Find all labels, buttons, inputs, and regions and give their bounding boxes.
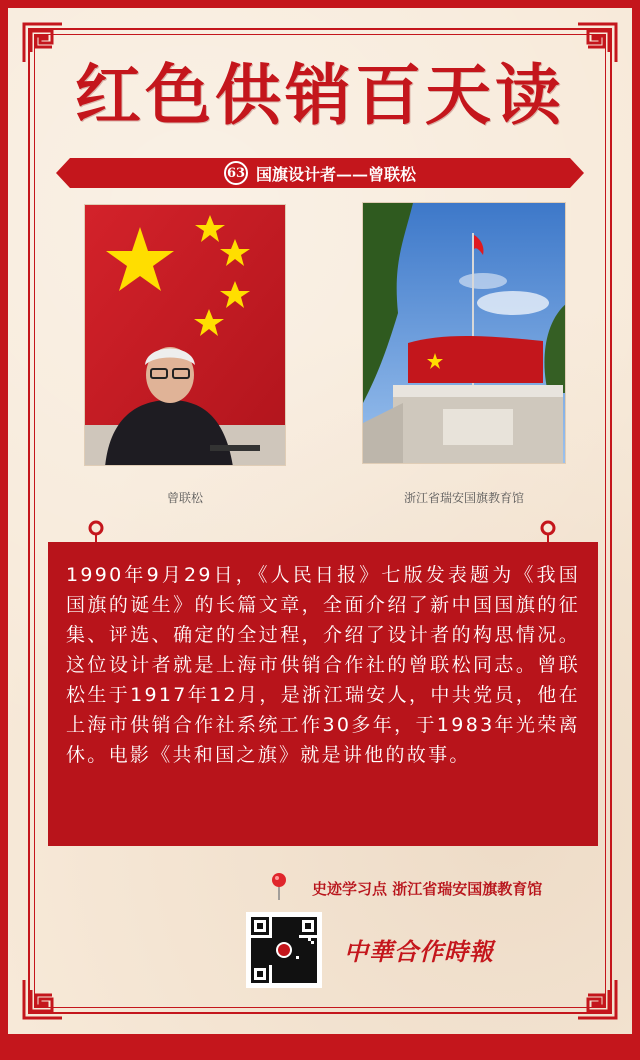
map-marker-icon [270, 872, 288, 900]
poster [8, 8, 632, 1034]
location-label: 史迹学习点 浙江省瑞安国旗教育馆 [312, 880, 543, 898]
museum-photo [362, 202, 566, 464]
poster-title: 红色供销百天读 [75, 56, 565, 134]
portrait-photo [84, 204, 286, 466]
brand-logo: 中華合作時報 [344, 937, 494, 966]
museum-caption: 浙江省瑞安国旗教育馆 [403, 491, 524, 505]
story-text: 1990年9月29日，《人民日报》七版发表题为《我国国旗的诞生》的长篇文章，全面介绍了新中国国旗的征集、评选、确定的全过程，介绍了设计者的构思情况。这位设计者就是上海市供销合作社的曾联松同志。曾联松生于1917年12月，是浙江瑞安人，中共党员，他在上海市供销合作社系统工作30多年，于1983年光荣离休。电影《共和国之旗》就是讲他的故事。 [66, 564, 580, 766]
issue-number-badge: 63 [224, 161, 248, 185]
subtitle-banner [70, 158, 570, 188]
subtitle-text: 国旗设计者——曾联松 [255, 164, 416, 184]
corner-ornament-icon [576, 978, 618, 1020]
portrait-caption: 曾联松 [166, 491, 203, 505]
story-panel [48, 542, 598, 846]
corner-ornament-icon [22, 978, 64, 1020]
qr-code[interactable] [246, 912, 322, 988]
